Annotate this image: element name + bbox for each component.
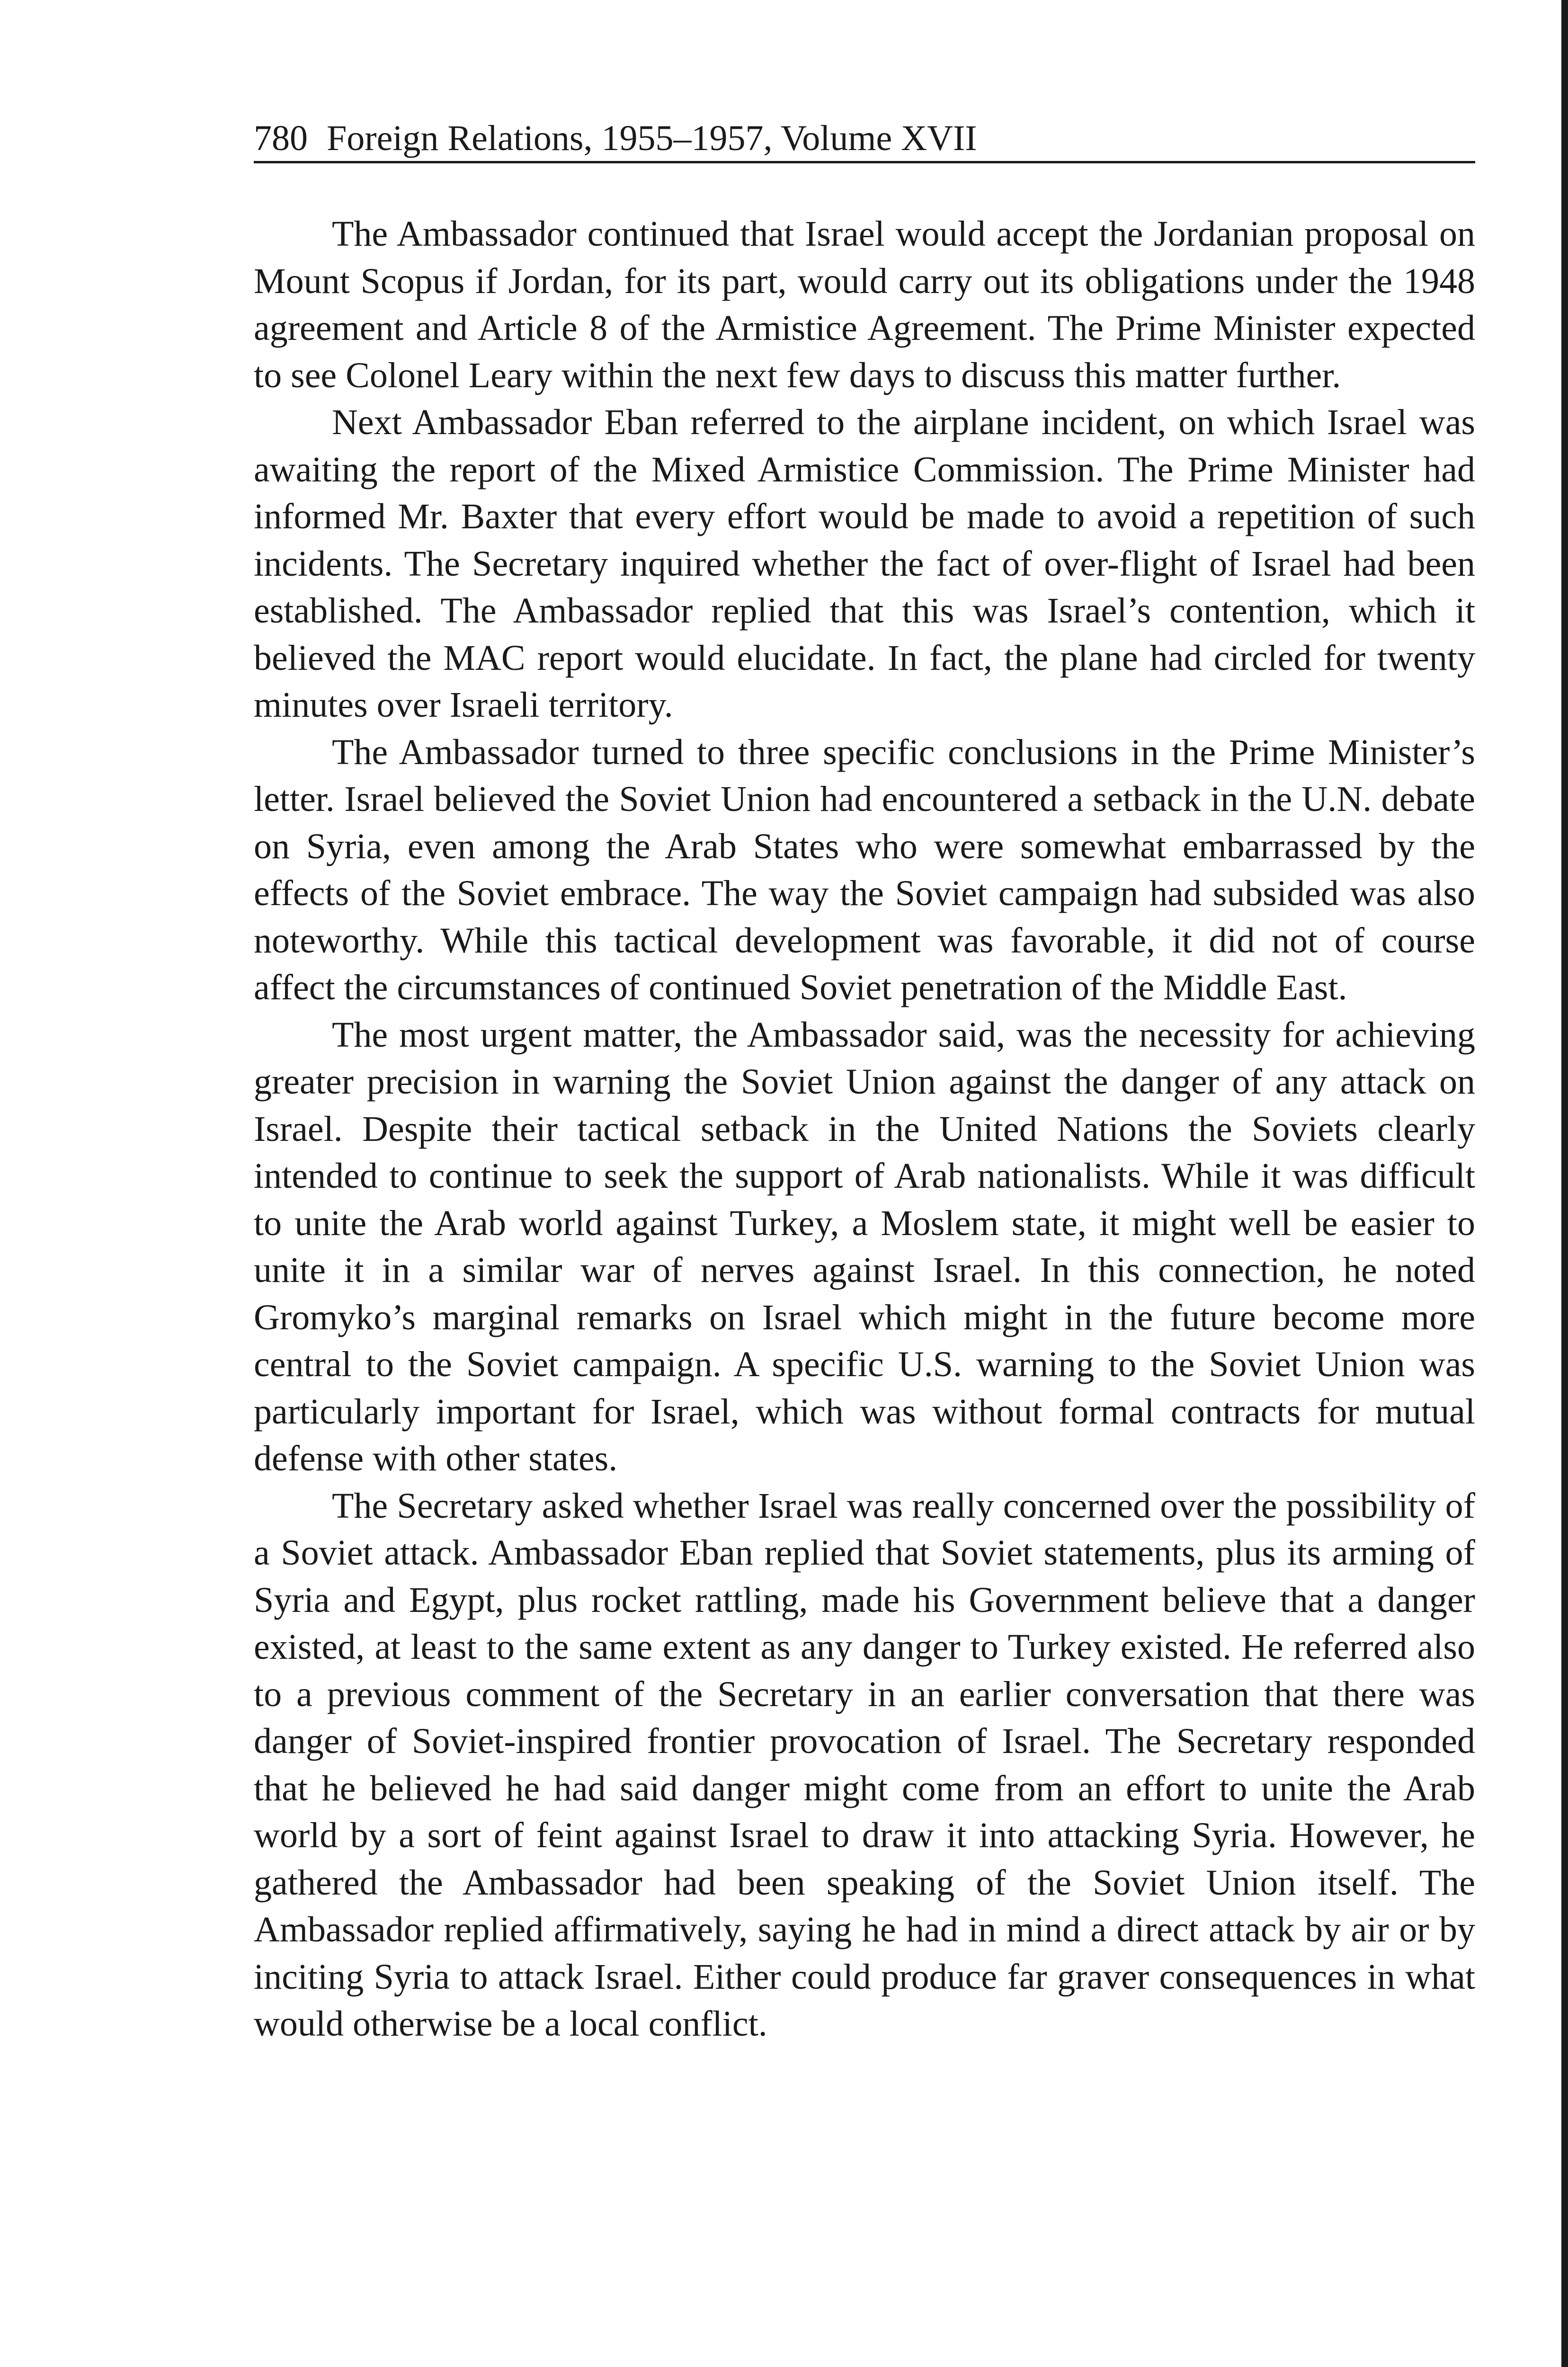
paragraph: The most urgent matter, the Ambassador said, was the necessity for achieving greater precision in warning the Soviet Union against the danger of any attack on Israel. Despite their tactical setback in the United Nations the Soviets clearly intended to continue to seek the support of Arab nationalists. While it was difficult to unite the Arab world against Turkey, a Moslem state, it might well be easier to unite it in a similar war of nerves against Israel. In this connection, he noted Gromyko’s marginal remarks on Israel which might in the future become more central to the Soviet campaign. A specific U.S. warning to the Soviet Union was particularly important for Israel, which was without formal contracts for mutual defense with other states.	[254, 1014, 1475, 1478]
page-number: 780	[254, 118, 308, 158]
body-text	[254, 211, 1475, 2048]
scan-edge-shadow	[1561, 0, 1568, 2367]
running-title: Foreign Relations, 1955–1957, Volume XVII	[327, 118, 977, 158]
paragraph: The Ambassador continued that Israel would accept the Jordanian proposal on Mount Scopus if Jordan, for its part, would carry out its obligations under the 1948 agreement and Article 8 of the Armistice Agreement. The Prime Minister expected to see Colonel Leary within the next few days to discuss this matter further.	[254, 214, 1475, 395]
paragraph: The Secretary asked whether Israel was really concerned over the possibility of a Soviet attack. Ambassador Eban replied that Soviet statements, plus its arming of Syria and Egypt, plus rocket rattling, made his Government believe that a danger existed, at least to the same extent as any danger to Turkey existed. He referred also to a previous comment of the Secretary in an earlier conversation that there was danger of Soviet-inspired frontier provocation of Israel. The Secretary responded that he believed he had said danger might come from an effort to unite the Arab world by a sort of feint against Israel to draw it into attacking Syria. However, he gathered the Ambassador had been speaking of the Soviet Union itself. The Ambassador replied affirmatively, saying he had in mind a direct attack by air or by inciting Syria to attack Israel. Either could produce far graver consequences in what would otherwise be a local conflict.	[254, 1486, 1475, 2044]
paragraph: Next Ambassador Eban referred to the airplane incident, on which Israel was awaiting the report of the Mixed Armistice Commission. The Prime Minister had informed Mr. Baxter that every effort would be made to avoid a repetition of such incidents. The Secretary inquired whether the fact of over-flight of Israel had been established. The Ambassador replied that this was Israel’s contention, which it believed the MAC report would elucidate. In fact, the plane had circled for twenty minutes over Israeli territory.	[254, 402, 1475, 725]
running-header	[254, 116, 1475, 163]
paragraph: The Ambassador turned to three specific conclusions in the Prime Minister’s letter. Israel believed the Soviet Union had encountered a setback in the U.N. debate on Syria, even among the Arab States who were somewhat embarrassed by the effects of the Soviet embrace. The way the Soviet campaign had subsided was also noteworthy. While this tactical development was favorable, it did not of course affect the circumstances of continued Soviet penetration of the Middle East.	[254, 732, 1475, 1007]
